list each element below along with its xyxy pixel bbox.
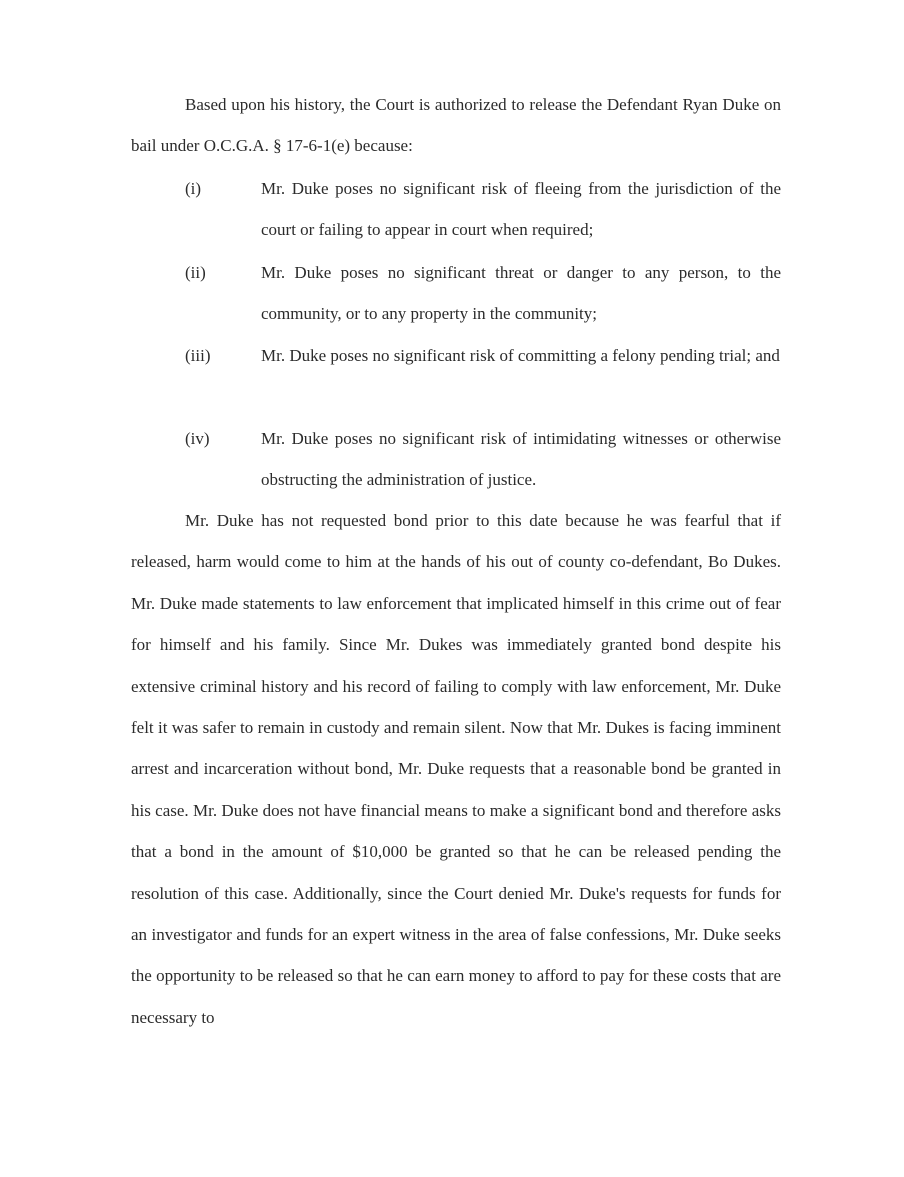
condition-number: (i) xyxy=(185,179,202,198)
condition-text: Mr. Duke poses no significant risk of committing a felony pending trial; and xyxy=(261,346,780,365)
intro-paragraph xyxy=(131,84,781,167)
condition-number: (iv) xyxy=(185,429,210,448)
condition-text: Mr. Duke poses no significant risk of fleeing from the jurisdiction of the court or failing to appear in court when required; xyxy=(261,179,781,240)
argument-paragraph-text: Mr. Duke has not requested bond prior to this date because he was fearful that if released, harm would come to him at the hands of his out of county co-defendant, Bo Dukes. Mr. Duke made statements to law enforcement that implicated himself in this crime out of fear for himself and his family. Since Mr. Dukes was immediately granted bond despite his extensive criminal history and his record of failing to comply with law enforcement, Mr. Duke felt it was safer to remain in custody and remain silent. Now that Mr. Dukes is facing imminent arrest and incarceration without bond, Mr. Duke requests that a reasonable bond be granted in his case. Mr. Duke does not have financial means to make a significant bond and therefore asks that a bond in the amount of $10,000 be granted so that he can be released pending the resolution of this case. Additionally, since the Court denied Mr. Duke's requests for funds for an investigator and funds for an expert witness in the area of false confessions, Mr. Duke seeks the opportunity to be released so that he can earn money to afford to pay for these costs that are necessary to xyxy=(131,511,781,1027)
condition-text: Mr. Duke poses no significant risk of intimidating witnesses or otherwise obstructing the administration of justice. xyxy=(261,429,781,490)
condition-text: Mr. Duke poses no significant threat or danger to any person, to the community, or to any property in the community; xyxy=(261,263,781,324)
argument-paragraph xyxy=(131,500,781,1038)
condition-number: (ii) xyxy=(185,263,206,282)
intro-paragraph-text: Based upon his history, the Court is authorized to release the Defendant Ryan Duke on bail under O.C.G.A. § 17-6-1(e) because: xyxy=(131,95,781,156)
condition-number: (iii) xyxy=(185,346,211,365)
